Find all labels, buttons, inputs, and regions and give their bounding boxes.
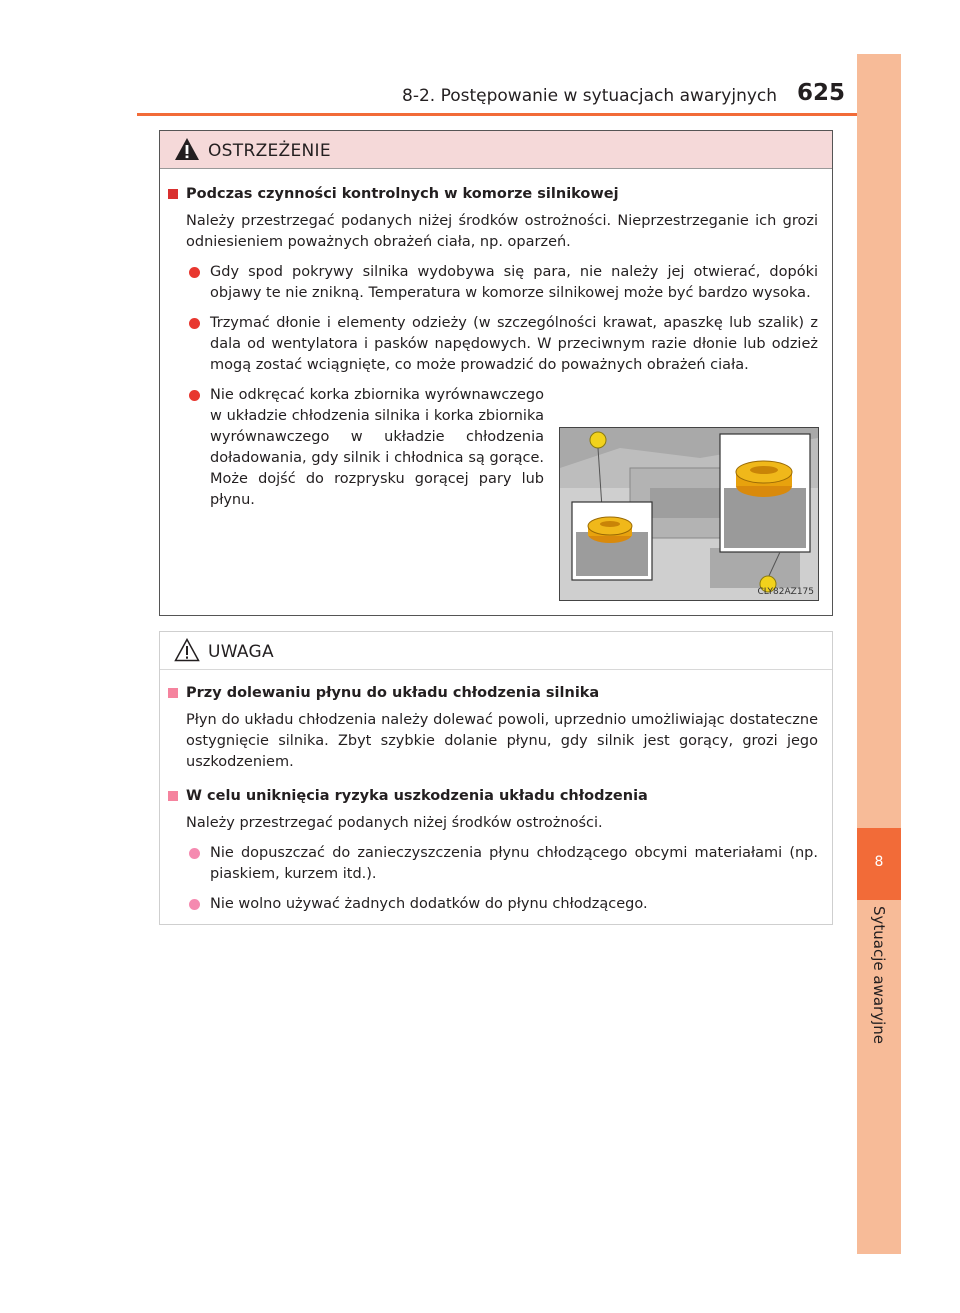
caution-box-header [160, 632, 832, 670]
list-item-text: Nie odkręcać korka zbiornika wyrównawczego w układzie chłodzenia silnika i korka zbiornika wyrównawczego w układzie chłodzenia doładowania, gdy silnik i chłodnica są gorące. Może dojść do rozprysku gorącej pary lub płynu. [210, 387, 544, 508]
section-paragraph: Należy przestrzegać podanych niżej środków ostrożności. Nieprzestrzeganie ich grozi odniesieniem poważnych obrażeń ciała, np. oparzeń. [186, 213, 818, 250]
list-item-text: Trzymać dłonie i elementy odzieży (w szczególności krawat, apaszkę lub szalik) z dala od wentylatora i pasków napędowych. W przeciwnym razie dłonie lub odzież mogą zostać wciągnięte, co może prowadzić do poważnych obrażeń ciała. [210, 315, 818, 373]
chapter-label: Sytuacje awaryjne [870, 906, 888, 1044]
list-item [210, 843, 818, 885]
list-item-text: Nie wolno używać żadnych dodatków do płynu chłodzącego. [210, 896, 648, 912]
list-item-text: Gdy spod pokrywy silnika wydobywa się para, nie należy jej otwierać, dopóki objawy te nie znikną. Temperatura w komorze silnikowej może być bardzo wysoka. [210, 264, 818, 301]
warning-triangle-icon [174, 137, 200, 161]
header-section-title: 8-2. Postępowanie w sytuacjach awaryjnych [402, 86, 778, 106]
chapter-side-strip [857, 54, 901, 1254]
caution-triangle-icon [174, 638, 200, 662]
round-bullet-icon [189, 848, 200, 859]
section-heading [160, 682, 832, 704]
list-item-text: Nie dopuszczać do zanieczyszczenia płynu chłodzącego obcymi materiałami (np. piaskiem, kurzem itd.). [210, 845, 818, 882]
warning-box-header [160, 131, 832, 169]
square-bullet-icon [168, 688, 178, 698]
header-rule [137, 113, 857, 116]
list-item [210, 313, 818, 376]
engine-compartment-illustration [560, 428, 818, 600]
engine-reservoir-figure [559, 427, 819, 601]
section-heading-text: Podczas czynności kontrolnych w komorze silnikowej [186, 186, 619, 202]
section-heading [160, 785, 832, 807]
round-bullet-icon [189, 267, 200, 278]
caution-box-title: UWAGA [208, 642, 274, 662]
round-bullet-icon [189, 390, 200, 401]
section-heading [160, 183, 832, 205]
caution-box [159, 631, 833, 925]
list-item [210, 894, 818, 915]
square-bullet-icon [168, 791, 178, 801]
warning-box-title: OSTRZEŻENIE [208, 141, 331, 161]
section-paragraph: Płyn do układu chłodzenia należy dolewać powoli, uprzednio umożliwiając dostateczne ostygnięcie silnika. Zbyt szybkie dolanie płynu, gdy silnik jest gorący, grozi jego uszkodzeniem. [186, 712, 818, 770]
section-paragraph: Należy przestrzegać podanych niżej środków ostrożności. [186, 815, 603, 831]
chapter-number: 8 [874, 854, 884, 870]
list-item [210, 385, 544, 511]
section-heading-text: W celu uniknięcia ryzyka uszkodzenia układu chłodzenia [186, 788, 648, 804]
page-number: 625 [797, 80, 846, 106]
figure-code: CLY82AZ175 [757, 587, 814, 597]
caution-box-content [160, 682, 832, 915]
round-bullet-icon [189, 899, 200, 910]
round-bullet-icon [189, 318, 200, 329]
section-heading-text: Przy dolewaniu płynu do układu chłodzenia silnika [186, 685, 600, 701]
square-bullet-icon [168, 189, 178, 199]
warning-box [159, 130, 833, 616]
list-item [210, 262, 818, 304]
